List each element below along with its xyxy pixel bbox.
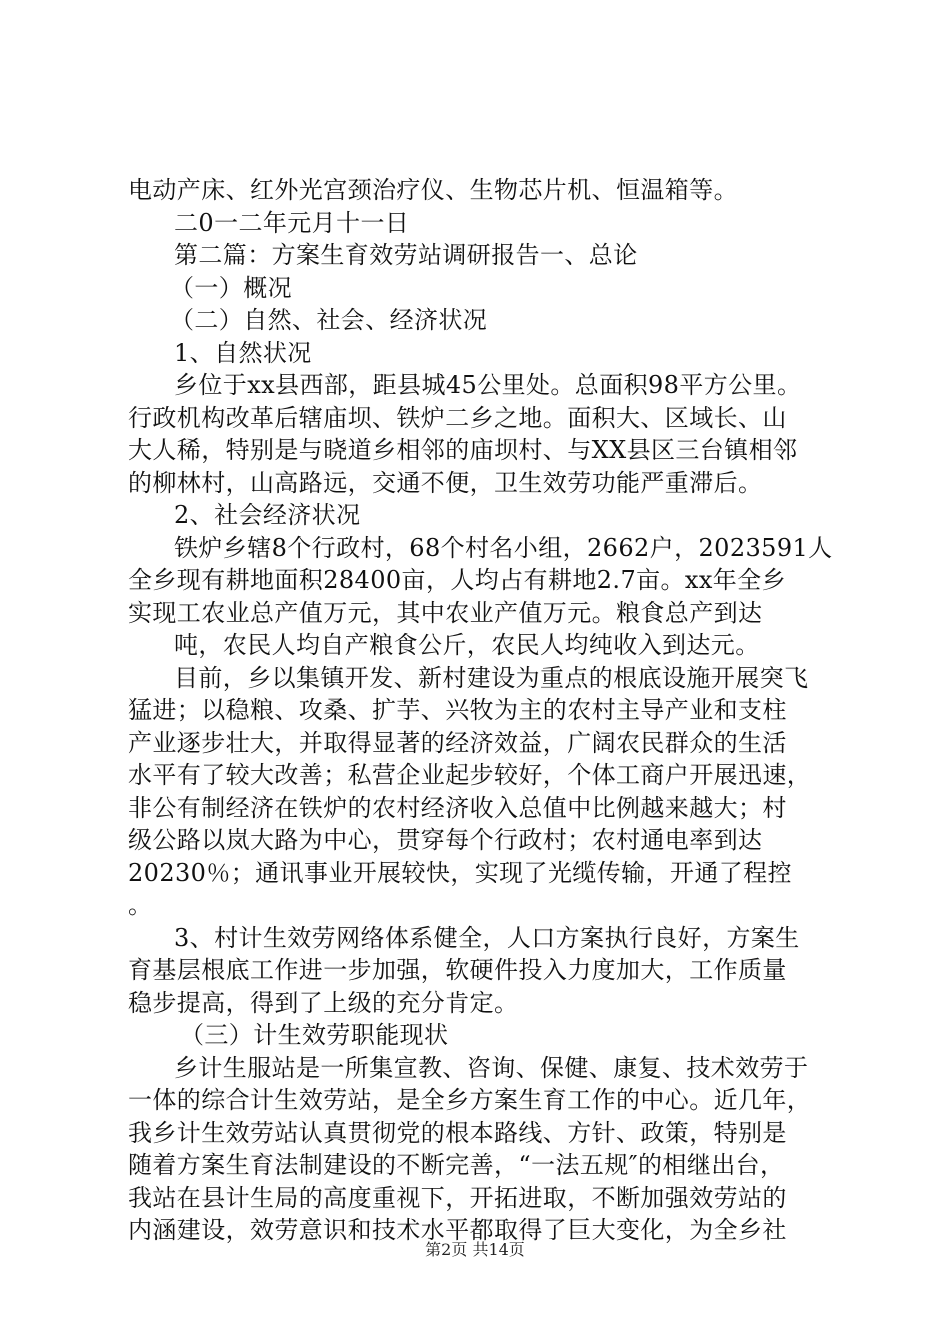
text-line: 乡位于xx县西部，距县城45公里处。总面积98平方公里。 [174,371,802,399]
text-line: 的柳林村，山高路远，交通不便，卫生效劳功能严重滞后。 [128,468,763,497]
text-line: （一）概况 [170,273,292,302]
text-line: 猛进；以稳粮、攻桑、扩芋、兴牧为主的农村主导产业和支柱 [128,696,787,724]
text-line: 内涵建设，效劳意识和技术水平都取得了巨大变化，为全乡社 [128,1216,787,1244]
text-line: （二）自然、社会、经济状况 [170,306,488,334]
text-line: 一体的综合计生效劳站，是全乡方案生育工作的中心。近几年， [128,1086,812,1114]
text-line: 。 [128,891,153,919]
text-line: 全乡现有耕地面积28400亩，人均占有耕地2.7亩。xx年全乡 [128,566,786,594]
text-line: 第二篇：方案生育效劳站调研报告一、总论 [174,241,638,269]
text-line: 随着方案生育法制建设的不断完善，“一法五规″的相继出台， [128,1151,785,1179]
text-line: 实现工农业总产值万元，其中农业产值万元。粮食总产到达 [128,598,763,627]
text-line: 我站在县计生局的高度重视下，开拓进取，不断加强效劳站的 [128,1183,787,1212]
text-line: 级公路以岚大路为中心，贯穿每个行政村；农村通电率到达 [128,826,763,854]
text-line: 育基层根底工作进一步加强，软硬件投入力度加大，工作质量 [128,956,787,984]
text-line: 乡计生服站是一所集宣教、咨询、保健、康复、技术效劳于 [174,1053,809,1082]
text-line: 二0一二年元月十一日 [174,208,410,237]
text-line: 20230％；通讯事业开展较快，实现了光缆传输，开通了程控 [128,858,792,887]
text-line: 2、社会经济状况 [174,501,361,529]
document-body [128,174,833,1247]
text-line: 产业逐步壮大，并取得显著的经济效益，广阔农民群众的生活 [128,728,787,757]
text-line: 非公有制经济在铁炉的农村经济收入总值中比例越来越大；村 [128,793,787,822]
text-line: （三）计生效劳职能现状 [180,1021,449,1049]
text-line: 稳步提高，得到了上级的充分肯定。 [128,988,519,1017]
text-line: 电动产床、红外光宫颈治疗仪、生物芯片机、恒温箱等。 [128,176,738,204]
text-line: 1、自然状况 [174,338,312,367]
text-line: 铁炉乡辖8个行政村，68个村名小组，2662户，2023591人 [174,533,833,562]
text-line: 行政机构改革后辖庙坝、铁炉二乡之地。面积大、区域长、山 [128,403,787,432]
page-footer: 第2页 共14页 [425,1240,525,1259]
text-line: 目前，乡以集镇开发、新村建设为重点的根底设施开展突飞 [174,663,809,692]
text-line: 3、村计生效劳网络体系健全，人口方案执行良好，方案生 [174,923,800,952]
text-line: 大人稀，特别是与晓道乡相邻的庙坝村、与XX县区三台镇相邻 [128,436,798,464]
text-line: 水平有了较大改善；私营企业起步较好，个体工商户开展迅速， [128,761,812,789]
text-line: 我乡计生效劳站认真贯彻党的根本路线、方针、政策，特别是 [128,1118,787,1147]
text-line: 吨，农民人均自产粮食公斤，农民人均纯收入到达元。 [174,631,760,659]
